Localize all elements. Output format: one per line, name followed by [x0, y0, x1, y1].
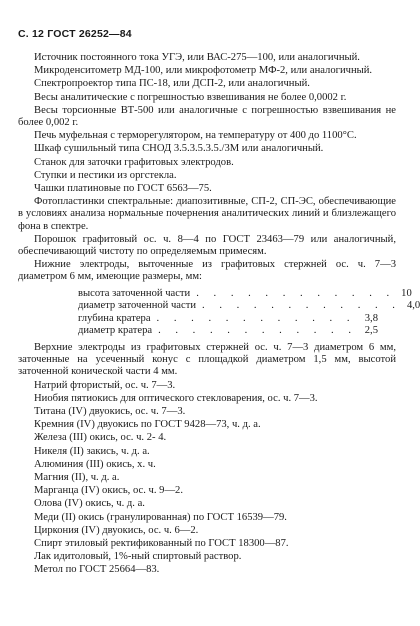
- leader-dots: . . . . . . . . . . . .: [196, 287, 396, 299]
- leader-dots: . . . . . . . . . . . .: [202, 300, 401, 312]
- paragraphs-top: [18, 52, 396, 284]
- paragraph: Фотопластинки спектральные: диапозитивные, СП-2, СП-ЭС, обеспечивающие в условиях анализа нормальные почернения аналитических линий и близлежащего фона в спектре.: [18, 196, 396, 232]
- paragraph: Никеля (II) закись, ч. д. а.: [34, 445, 150, 457]
- dimension-value: 2,5: [364, 325, 378, 337]
- paragraph: Верхние электроды из графитовых стержней ос. ч. 7—3 диаметром 6 мм, заточенные на усеченный конус с площадкой диаметром 1,5 мм, высотой заточенной конической части 4 мм.: [18, 342, 396, 378]
- paragraph: Циркония (IV) двуокись, ос. ч. 6—2.: [34, 524, 199, 536]
- paragraph: Спектропроектор типа ПС-18, или ДСП-2, или аналогичный.: [34, 78, 310, 90]
- paragraph: Олова (IV) окись, ч. д. а.: [34, 498, 145, 510]
- paragraphs-bottom: [18, 342, 396, 577]
- paragraph: Титана (IV) двуокись, ос. ч. 7—3.: [34, 406, 186, 418]
- paragraph: Меди (II) окись (гранулированная) по ГОСТ 16539—79.: [34, 511, 287, 523]
- dimension-label: диаметр заточенной части: [78, 300, 197, 312]
- paragraph: Марганца (IV) окись, ос. ч. 9—2.: [34, 485, 184, 497]
- dimension-row: [78, 300, 420, 313]
- dimension-label: диаметр кратера: [78, 325, 153, 337]
- leader-dots: . . . . . . . . . . . .: [156, 312, 356, 324]
- dimension-row: [78, 287, 412, 301]
- paragraph: Порошок графитовый ос. ч. 8—4 по ГОСТ 23463—79 или аналогичный, обеспечивающий чистоту по определяемым примесям.: [18, 233, 396, 258]
- paragraph: Метол по ГОСТ 25664—83.: [34, 564, 160, 576]
- electrode-dimensions-list: [78, 287, 420, 338]
- paragraph: Кремния (IV) двуокись по ГОСТ 9428—73, ч. д. а.: [34, 419, 261, 431]
- paragraph: Лак идитоловый, 1%-ный спиртовый раствор.: [34, 551, 242, 563]
- paragraph: Алюминия (III) окись, х. ч.: [34, 458, 156, 470]
- dimension-label: глубина кратера: [78, 312, 151, 324]
- paragraph: Чашки платиновые по ГОСТ 6563—75.: [34, 183, 212, 195]
- paragraph: Спирт этиловый ректификованный по ГОСТ 18300—87.: [34, 538, 289, 550]
- dimension-value: 3,8: [364, 312, 378, 324]
- paragraph: Ступки и пестики из оргстекла.: [34, 169, 177, 181]
- dimension-label: высота заточенной части: [78, 287, 191, 299]
- document-body: [18, 52, 420, 578]
- page-header: С. 12 ГОСТ 26252—84: [18, 28, 132, 40]
- paragraph: Станок для заточки графитовых электродов.: [34, 156, 234, 168]
- paragraph: Магния (II), ч. д. а.: [34, 472, 120, 484]
- dimension-row: [78, 325, 378, 338]
- paragraph: Микроденситометр МД-100, или микрофотометр МФ-2, или аналогичный.: [34, 65, 373, 77]
- paragraph: Натрий фтористый, ос. ч. 7—3.: [34, 379, 176, 391]
- leader-dots: . . . . . . . . . . . .: [158, 325, 357, 337]
- paragraph: Печь муфельная с терморегулятором, на температуру от 400 до 1100°С.: [34, 130, 357, 142]
- dimension-value: 4,0: [406, 300, 420, 312]
- paragraph: Ниобия пятиокись для оптического стекловарения, ос. ч. 7—3.: [34, 392, 318, 404]
- paragraph: Весы торсионные ВТ-500 или аналогичные с погрешностью взвешивания не более 0,002 г.: [18, 104, 396, 129]
- paragraph: Источник постоянного тока УГЭ, или ВАС-275—100, или аналогичный.: [34, 52, 360, 63]
- paragraph: Весы аналитические с погрешностью взвешивания не более 0,0002 г.: [34, 91, 347, 103]
- paragraph: Железа (III) окись, ос. ч. 2- 4.: [34, 432, 167, 444]
- dimension-value: 10: [401, 287, 412, 299]
- dimension-row: [78, 313, 378, 326]
- paragraph: Нижние электроды, выточенные из графитовых стержней ос. ч. 7—3 диаметром 6 мм, имеющие размеры, мм:: [18, 259, 396, 283]
- paragraph: Шкаф сушильный типа СНОД 3.5.3.5.3.5./3М или аналогичный.: [34, 143, 324, 155]
